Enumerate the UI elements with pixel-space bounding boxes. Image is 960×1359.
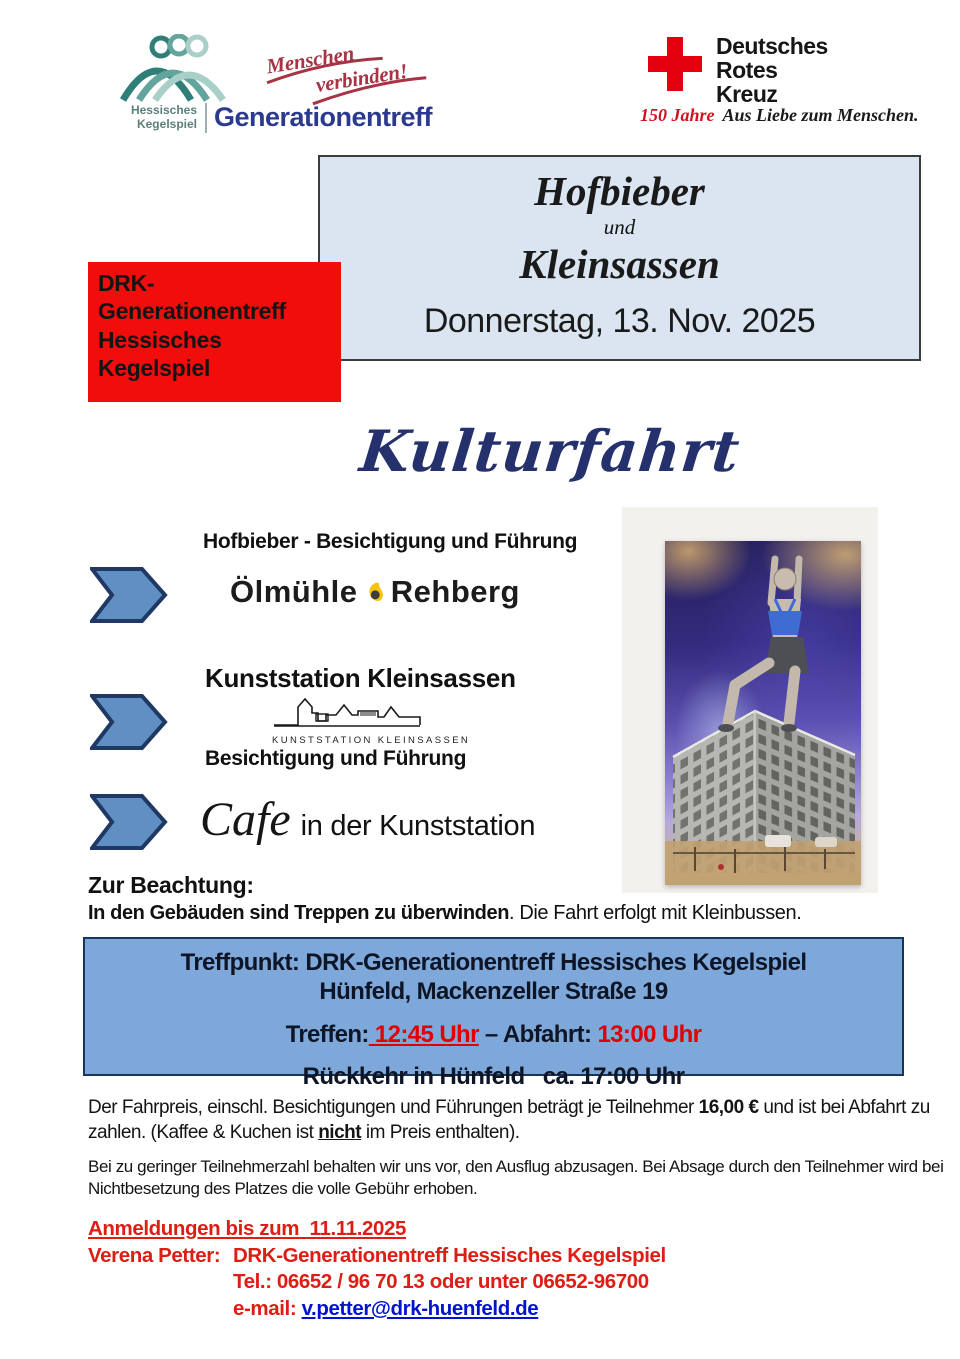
- oil-drop-icon: [366, 561, 383, 623]
- artwork-painting: [665, 541, 861, 885]
- logo-org-line2: Kegelspiel: [136, 116, 197, 131]
- notice-rest: . Die Fahrt erfolgt mit Kleinbussen.: [509, 902, 802, 924]
- oelmuehle-rehberg-logo: [230, 556, 520, 628]
- depart-label: – Abfahrt:: [478, 1020, 598, 1048]
- notice-bold: In den Gebäuden sind Treppen zu überwinden: [88, 902, 510, 924]
- logo-divider: [205, 103, 207, 133]
- drk-tagline: [640, 105, 940, 126]
- registration-section: [88, 1216, 808, 1323]
- return-line: Rückkehr in Hünfeld ca. 17:00 Uhr: [302, 1062, 685, 1090]
- meeting-line2: Hünfeld, Mackenzeller Straße 19: [319, 978, 668, 1006]
- meeting-line1: Treffpunkt: DRK-Generationentreff Hessisches Kegelspiel: [180, 949, 807, 976]
- notice-section: [88, 872, 948, 925]
- destination-1: Hofbieber: [534, 168, 705, 214]
- registration-deadline: Anmeldungen bis zum 11.11.2025: [88, 1217, 407, 1240]
- logo-org-name: [115, 104, 197, 132]
- kunststation-skyline-icon: [272, 697, 422, 729]
- stamp-word-1: Menschen: [264, 40, 356, 79]
- drk-logo: [638, 33, 928, 137]
- drk-name-line1: Deutsches: [716, 33, 828, 59]
- price-part2: und ist bei Abfahrt zu zahlen. (Kaffee & Kuchen ist: [88, 1097, 930, 1143]
- contact-phone: Tel.: 06652 / 96 70 13 oder unter 06652-96700: [233, 1270, 649, 1294]
- kunststation-logo: [272, 697, 471, 746]
- contact-row: [88, 1243, 808, 1270]
- climber-building-illustration: [665, 541, 861, 885]
- logo-wordmark: [115, 102, 432, 133]
- chevron-arrow-icon: [90, 566, 168, 624]
- destination-connector: und: [603, 215, 636, 239]
- destination-title-box: [318, 155, 921, 361]
- depart-time: 13:00 Uhr: [597, 1020, 702, 1048]
- program2-subheading: Besichtigung und Führung: [205, 747, 467, 770]
- drk-name-line3: Kreuz: [716, 80, 778, 107]
- notice-line: [88, 902, 948, 925]
- kunststation-logo-caption: KUNSTSTATION KLEINSASSEN: [272, 735, 471, 746]
- generationentreff-logo: [115, 34, 433, 146]
- organizer-line3: Hessisches: [98, 326, 222, 353]
- meet-label: Treffen:: [285, 1020, 369, 1048]
- destination-2: Kleinsassen: [519, 241, 720, 287]
- trip-date: Donnerstag, 13. Nov. 2025: [423, 302, 816, 340]
- oelmuehle-word: Ölmühle: [230, 574, 358, 609]
- contact-name: Verena Petter:: [88, 1243, 221, 1267]
- cafe-word: Cafe: [200, 793, 291, 846]
- email-link[interactable]: v.petter@drk-huenfeld.de: [301, 1296, 539, 1320]
- contact-org: DRK-Generationentreff Hessisches Kegelspiel: [233, 1243, 666, 1267]
- organizer-line4: Kegelspiel: [98, 354, 211, 381]
- red-cross-icon: [648, 37, 702, 91]
- chevron-arrow-icon: [90, 793, 168, 851]
- drk-anniversary: 150 Jahre: [640, 105, 715, 125]
- organizer-line2: Generationentreff: [98, 298, 286, 325]
- meeting-point-box: [83, 937, 904, 1090]
- notice-heading: Zur Beachtung:: [88, 872, 254, 898]
- artwork-photo: [622, 507, 878, 893]
- cafe-rest: in der Kunststation: [300, 810, 536, 842]
- organizer-box: [88, 262, 341, 402]
- people-arcs-icon: [115, 34, 243, 102]
- price-part1: Der Fahrpreis, einschl. Besichtigungen und Führungen beträgt je Teilnehmer: [88, 1097, 699, 1118]
- contact-email-line: [233, 1296, 808, 1323]
- meet-time: 12:45 Uhr: [368, 1020, 479, 1048]
- price-emphasized: nicht: [318, 1121, 362, 1143]
- drk-name-line2: Rotes: [716, 56, 778, 83]
- price-part3: im Preis enthalten).: [361, 1121, 520, 1143]
- organizer-line1: DRK-: [98, 270, 155, 296]
- logo-org-line1: Hessisches: [130, 102, 197, 117]
- drk-name: [716, 35, 828, 107]
- stamp-word-2: verbinden!: [314, 58, 410, 97]
- drk-slogan: Aus Liebe zum Menschen.: [722, 105, 919, 125]
- meeting-times-line: [85, 1020, 902, 1049]
- program2-heading: Kunststation Kleinsassen: [205, 663, 516, 693]
- program1-heading: Hofbieber - Besichtigung und Führung: [203, 530, 578, 553]
- chevron-arrow-icon: [90, 693, 168, 751]
- price-paragraph: [88, 1096, 948, 1145]
- price-amount: 16,00 €: [698, 1097, 759, 1118]
- rehberg-word: Rehberg: [390, 574, 520, 609]
- email-label: e-mail:: [233, 1296, 302, 1320]
- page-title: Kulturfahrt: [356, 418, 744, 485]
- program3-line: [200, 792, 535, 847]
- logo-brand-name: Generationentreff: [214, 102, 433, 132]
- cancellation-note: Bei zu geringer Teilnehmerzahl behalten wir uns vor, den Ausflug abzusagen. Bei Absage durch den Teilnehmer wird bei Nichtbesetzung des Platzes die volle Gebühr erhoben.: [88, 1157, 944, 1199]
